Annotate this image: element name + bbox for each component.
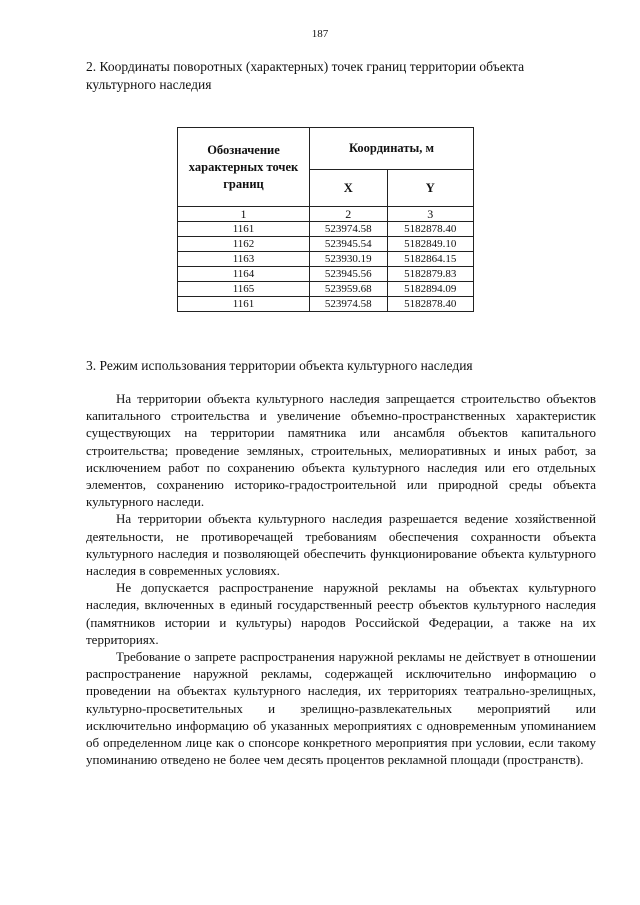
point-id-cell: 1163 [178, 252, 310, 267]
page-number: 187 [311, 28, 329, 40]
table-row [178, 252, 474, 267]
point-id-cell: 1162 [178, 237, 310, 252]
paragraph: Не допускается распространение наружной рекламы на объектах культурного наследия, включенных в единый государственный реестр объектов культурного наследия (памятников истории и культуры) народов Российской Федерации, а также на их территориях. [86, 580, 596, 647]
header-point-designation: Обозначение характерных точек границ [178, 128, 310, 207]
table-row [178, 267, 474, 282]
section-3-title: 3. Режим использования территории объекта культурного наследия [86, 358, 473, 373]
y-cell: 5182849.10 [387, 237, 473, 252]
y-cell: 5182894.09 [387, 282, 473, 297]
x-cell: 523974.58 [310, 297, 388, 312]
column-index: 3 [387, 207, 473, 222]
paragraph: Требование о запрете распространения наружной рекламы не действует в отношении распространение наружной рекламы, содержащей исключительно информацию о проведении на объектах культурного наследия, их территориях театрально-зрелищных, культурно-просветительных и зрелищно-развлекательных мероприятий или исключительно информацию об указанных мероприятиях с одновременным упоминанием об определенном лице как о спонсоре конкретного мероприятия при условии, если такому упоминанию отведено не более чем десять процентов рекламной площади (пространств). [86, 649, 596, 768]
point-id-cell: 1161 [178, 222, 310, 237]
point-id-cell: 1161 [178, 297, 310, 312]
column-index-row [178, 207, 474, 222]
y-cell: 5182864.15 [387, 252, 473, 267]
y-cell: 5182878.40 [387, 297, 473, 312]
y-cell: 5182878.40 [387, 222, 473, 237]
table-row [178, 237, 474, 252]
x-cell: 523930.19 [310, 252, 388, 267]
x-cell: 523945.56 [310, 267, 388, 282]
column-index: 1 [178, 207, 310, 222]
paragraph: На территории объекта культурного наследия запрещается строительство объектов капитального строительства и увеличение объемно-пространственных характеристик существующих на территории памятника или ансамбля объектов капитального строительства; проведение земляных, строительных, мелиоративных и иных работ, за исключением работ по сохранению объекта культурного наследия или его отдельных элементов, сохранению историко-градостроительной или природной среды объекта культурного наследи. [86, 391, 596, 510]
regime-text [86, 390, 596, 768]
table-row [178, 282, 474, 297]
coordinates-table [177, 127, 474, 312]
column-index: 2 [310, 207, 388, 222]
header-coordinates: Координаты, м [310, 128, 474, 170]
paragraph: На территории объекта культурного наследия разрешается ведение хозяйственной деятельности, не противоречащей требованиям обеспечения сохранности объекта культурного наследия и позволяющей обеспечить функционирование объекта культурного наследия в современных условиях. [86, 511, 596, 579]
header-y: Y [387, 170, 473, 207]
table-row [178, 297, 474, 312]
x-cell: 523945.54 [310, 237, 388, 252]
section-2-title: 2. Координаты поворотных (характерных) точек границ территории объекта культурного наследия [86, 59, 525, 92]
x-cell: 523974.58 [310, 222, 388, 237]
x-cell: 523959.68 [310, 282, 388, 297]
point-id-cell: 1164 [178, 267, 310, 282]
header-x: X [310, 170, 388, 207]
table-row [178, 222, 474, 237]
y-cell: 5182879.83 [387, 267, 473, 282]
point-id-cell: 1165 [178, 282, 310, 297]
